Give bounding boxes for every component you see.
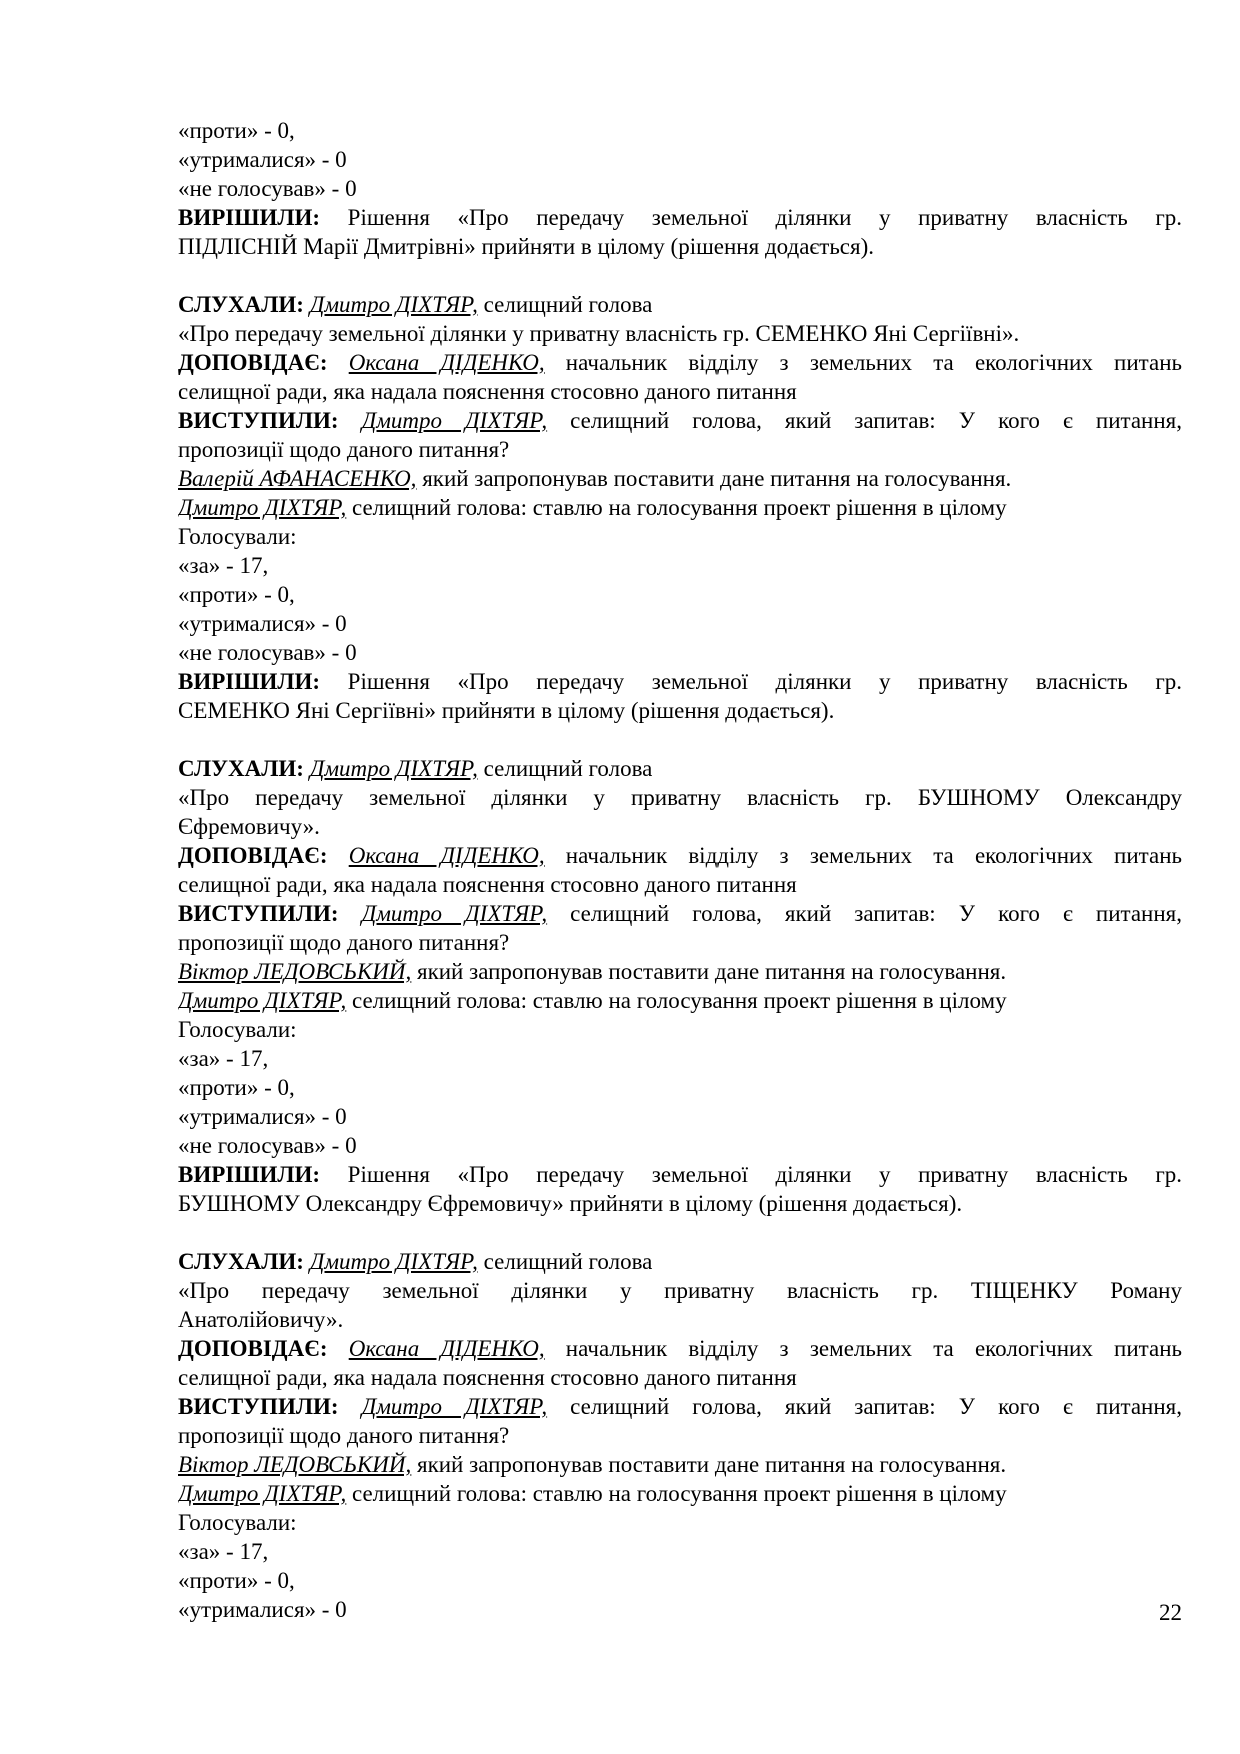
voted-label: Голосували: — [178, 1017, 297, 1042]
speaker-role: селищний голова — [477, 292, 653, 317]
vote-against: «проти» - 0, — [178, 1568, 295, 1593]
proposer-name: Валерій АФАНАСЕНКО, — [178, 466, 417, 491]
reports-line — [178, 1334, 1182, 1363]
vote-abstained: «утрималися» - 0 — [178, 611, 347, 636]
reporter-role: начальник відділу з земельних та екологічних питань — [544, 1336, 1182, 1361]
vote-against: «проти» - 0, — [178, 118, 295, 143]
heard-line — [178, 1247, 1182, 1276]
reporter-role: начальник відділу з земельних та екологічних питань — [544, 350, 1182, 375]
spoke-line — [178, 1392, 1182, 1421]
reports-label: ДОПОВІДАЄ: — [178, 350, 328, 375]
vote-not-voted: «не голосував» - 0 — [178, 1133, 357, 1158]
put-to-vote-line — [178, 493, 1182, 522]
page-number: 22 — [1159, 1600, 1182, 1625]
reports-label: ДОПОВІДАЄ: — [178, 1336, 328, 1361]
spoke-label: ВИСТУПИЛИ: — [178, 901, 339, 926]
heard-label: СЛУХАЛИ: — [178, 292, 304, 317]
topic-line: «Про передачу земельної ділянки у приватну власність гр. ТІЩЕНКУ Роману — [178, 1278, 1182, 1303]
vote-for: «за» - 17, — [178, 1046, 269, 1071]
decided-label: ВИРІШИЛИ: — [178, 669, 321, 694]
speaker-name: Дмитро ДІХТЯР, — [178, 1481, 347, 1506]
speaker-name: Дмитро ДІХТЯР, — [178, 988, 347, 1013]
put-to-vote-line — [178, 986, 1182, 1015]
vote-not-voted: «не голосував» - 0 — [178, 640, 357, 665]
topic-line-2: Єфремовичу». — [178, 814, 320, 839]
proposal-line — [178, 1450, 1182, 1479]
speaker-question: селищний голова, який запитав: У кого є питання, — [547, 408, 1182, 433]
heard-label: СЛУХАЛИ: — [178, 1249, 304, 1274]
topic-line-2: Анатолійовичу». — [178, 1307, 344, 1332]
put-to-vote-text: селищний голова: ставлю на голосування проект рішення в цілому — [346, 988, 1007, 1013]
spoke-line-2: пропозиції щодо даного питання? — [178, 437, 510, 462]
reports-line — [178, 841, 1182, 870]
speaker-name: Дмитро ДІХТЯР, — [361, 901, 548, 926]
speaker-question: селищний голова, який запитав: У кого є питання, — [547, 901, 1182, 926]
spacer — [178, 1218, 1182, 1247]
speaker-name: Дмитро ДІХТЯР, — [309, 756, 478, 781]
put-to-vote-text: селищний голова: ставлю на голосування проект рішення в цілому — [346, 495, 1007, 520]
reports-line-2: селищної ради, яка надала пояснення стосовно даного питання — [178, 379, 797, 404]
reporter-name: Оксана ДІДЕНКО, — [348, 350, 545, 375]
vote-against: «проти» - 0, — [178, 582, 295, 607]
speaker-name: Дмитро ДІХТЯР, — [361, 1394, 548, 1419]
vote-abstained: «утрималися» - 0 — [178, 147, 347, 172]
heard-line — [178, 290, 1182, 319]
spoke-line — [178, 899, 1182, 928]
heard-line — [178, 754, 1182, 783]
decided-label: ВИРІШИЛИ: — [178, 1162, 321, 1187]
speaker-name: Дмитро ДІХТЯР, — [309, 1249, 478, 1274]
speaker-name: Дмитро ДІХТЯР, — [309, 292, 478, 317]
decision-line — [178, 203, 1182, 232]
decision-line-2: СЕМЕНКО Яні Сергіївні» прийняти в цілому (рішення додається). — [178, 698, 835, 723]
voted-label: Голосували: — [178, 524, 297, 549]
put-to-vote-text: селищний голова: ставлю на голосування проект рішення в цілому — [346, 1481, 1007, 1506]
spoke-line-2: пропозиції щодо даного питання? — [178, 930, 510, 955]
vote-for: «за» - 17, — [178, 1539, 269, 1564]
decision-line — [178, 1160, 1182, 1189]
decision-text: Рішення «Про передачу земельної ділянки у приватну власність гр. — [320, 205, 1182, 230]
decision-text: Рішення «Про передачу земельної ділянки у приватну власність гр. — [320, 1162, 1182, 1187]
vote-against: «проти» - 0, — [178, 1075, 295, 1100]
proposer-name: Віктор ЛЕДОВСЬКИЙ, — [178, 959, 412, 984]
vote-abstained: «утрималися» - 0 — [178, 1597, 347, 1622]
topic-line: «Про передачу земельної ділянки у приватну власність гр. БУШНОМУ Олександру — [178, 785, 1182, 810]
reports-label: ДОПОВІДАЄ: — [178, 843, 328, 868]
reporter-role: начальник відділу з земельних та екологічних питань — [544, 843, 1182, 868]
vote-abstained: «утрималися» - 0 — [178, 1104, 347, 1129]
proposal-line — [178, 957, 1182, 986]
reporter-name: Оксана ДІДЕНКО, — [348, 843, 545, 868]
decision-line-2: БУШНОМУ Олександру Єфремовичу» прийняти в цілому (рішення додається). — [178, 1191, 963, 1216]
reports-line — [178, 348, 1182, 377]
spoke-label: ВИСТУПИЛИ: — [178, 1394, 339, 1419]
speaker-role: селищний голова — [477, 756, 653, 781]
decision-line — [178, 667, 1182, 696]
speaker-role: селищний голова — [477, 1249, 653, 1274]
spoke-label: ВИСТУПИЛИ: — [178, 408, 339, 433]
document-page — [178, 116, 1182, 1624]
proposal-line — [178, 464, 1182, 493]
topic-line: «Про передачу земельної ділянки у приватну власність гр. СЕМЕНКО Яні Сергіївні». — [178, 321, 1020, 346]
decision-line-2: ПІДЛІСНІЙ Марії Дмитрівні» прийняти в цілому (рішення додається). — [178, 234, 875, 259]
decision-text: Рішення «Про передачу земельної ділянки у приватну власність гр. — [320, 669, 1182, 694]
reports-line-2: селищної ради, яка надала пояснення стосовно даного питання — [178, 872, 797, 897]
proposal-text: який запропонував поставити дане питання на голосування. — [416, 466, 1012, 491]
spacer — [178, 725, 1182, 754]
vote-for: «за» - 17, — [178, 553, 269, 578]
spoke-line — [178, 406, 1182, 435]
spoke-line-2: пропозиції щодо даного питання? — [178, 1423, 510, 1448]
spacer — [178, 261, 1182, 290]
proposer-name: Віктор ЛЕДОВСЬКИЙ, — [178, 1452, 412, 1477]
proposal-text: який запропонував поставити дане питання на голосування. — [411, 1452, 1007, 1477]
voted-label: Голосували: — [178, 1510, 297, 1535]
heard-label: СЛУХАЛИ: — [178, 756, 304, 781]
reporter-name: Оксана ДІДЕНКО, — [348, 1336, 545, 1361]
speaker-name: Дмитро ДІХТЯР, — [178, 495, 347, 520]
vote-not-voted: «не голосував» - 0 — [178, 176, 357, 201]
speaker-name: Дмитро ДІХТЯР, — [361, 408, 548, 433]
speaker-question: селищний голова, який запитав: У кого є питання, — [547, 1394, 1182, 1419]
put-to-vote-line — [178, 1479, 1182, 1508]
proposal-text: який запропонував поставити дане питання на голосування. — [411, 959, 1007, 984]
reports-line-2: селищної ради, яка надала пояснення стосовно даного питання — [178, 1365, 797, 1390]
decided-label: ВИРІШИЛИ: — [178, 205, 321, 230]
